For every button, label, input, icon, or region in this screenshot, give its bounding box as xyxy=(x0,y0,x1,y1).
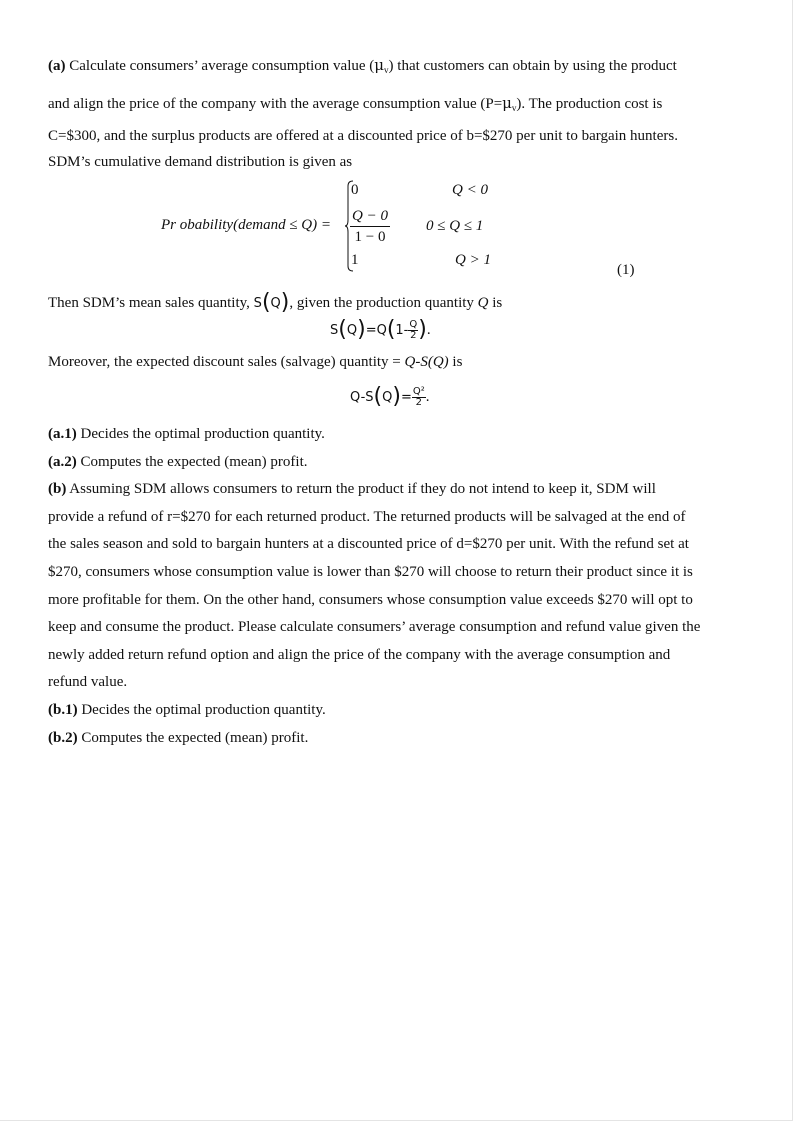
case-3-condition: Q > 1 xyxy=(455,252,491,268)
probability-lhs: Pr obability(demand ≤ Q) = xyxy=(161,217,331,233)
part-b-paragraph: (b) Assuming SDM allows consumers to return the product if they do not intend to keep it, SDM will provide a refund of r=$270 for each returned product. The returned products will be salvaged at the end of the sales season and sold to bargain hunters at a discounted price of d=$270 per unit. With the refund set at $270, consumers whose consumption value is lower than $270 will choose to return their product since it is more profitable for them. On the other hand, consumers whose consumption value exceeds $270 will opt to keep and consume the product. Please calculate consumers’ average consumption and refund value given the newly added return refund option and align the price of the company with the average consumption and refund value. xyxy=(48,481,701,691)
question-b2: (b.2) Computes the expected (mean) profit. xyxy=(48,729,309,746)
part-a-line-2: and align the price of the company with the average consumption value $(P=\mu_v)$. The production cost is xyxy=(48,94,663,113)
case-1-value: 0 xyxy=(351,182,359,198)
part-a-label: (a) xyxy=(48,58,66,74)
equation-number: (1) xyxy=(617,262,635,278)
salvage-formula: Q-S(Q)= $\frac{\text{Q²}}{2}$ . xyxy=(350,384,430,409)
question-a1: (a.1) Decides the optimal production quantity. xyxy=(48,426,325,442)
salvage-sentence: Moreover, the expected discount sales (salvage) quantity = Q-S(Q) is xyxy=(48,354,463,370)
questions-block xyxy=(48,421,748,752)
part-a-lines-3-4: C=$300, and the surplus products are offered at a discounted price of b=$270 per unit to bargain hunters. SDM’s cumulative demand distribution is given as xyxy=(48,128,678,170)
mean-sales-formula: S(Q)=Q(1- $\frac{Q}{2}$ ). xyxy=(330,317,431,342)
mean-sales-sentence: Then SDM’s mean sales quantity, S(Q), given the production quantity Q is xyxy=(48,290,503,315)
question-b1: (b.1) Decides the optimal production quantity. xyxy=(48,701,326,718)
question-a2: (a.2) Computes the expected (mean) profit. xyxy=(48,453,308,470)
part-a-line-1: (a) Calculate consumers’ average consumption value $(\mu_v)$ that customers can obtain by using the product xyxy=(48,56,677,75)
case-1-condition: Q < 0 xyxy=(452,182,488,198)
case-2-fraction: Q − 0 1 − 0 xyxy=(352,208,388,245)
case-3-value: 1 xyxy=(351,252,359,268)
case-2-condition: 0 ≤ Q ≤ 1 xyxy=(426,218,484,234)
